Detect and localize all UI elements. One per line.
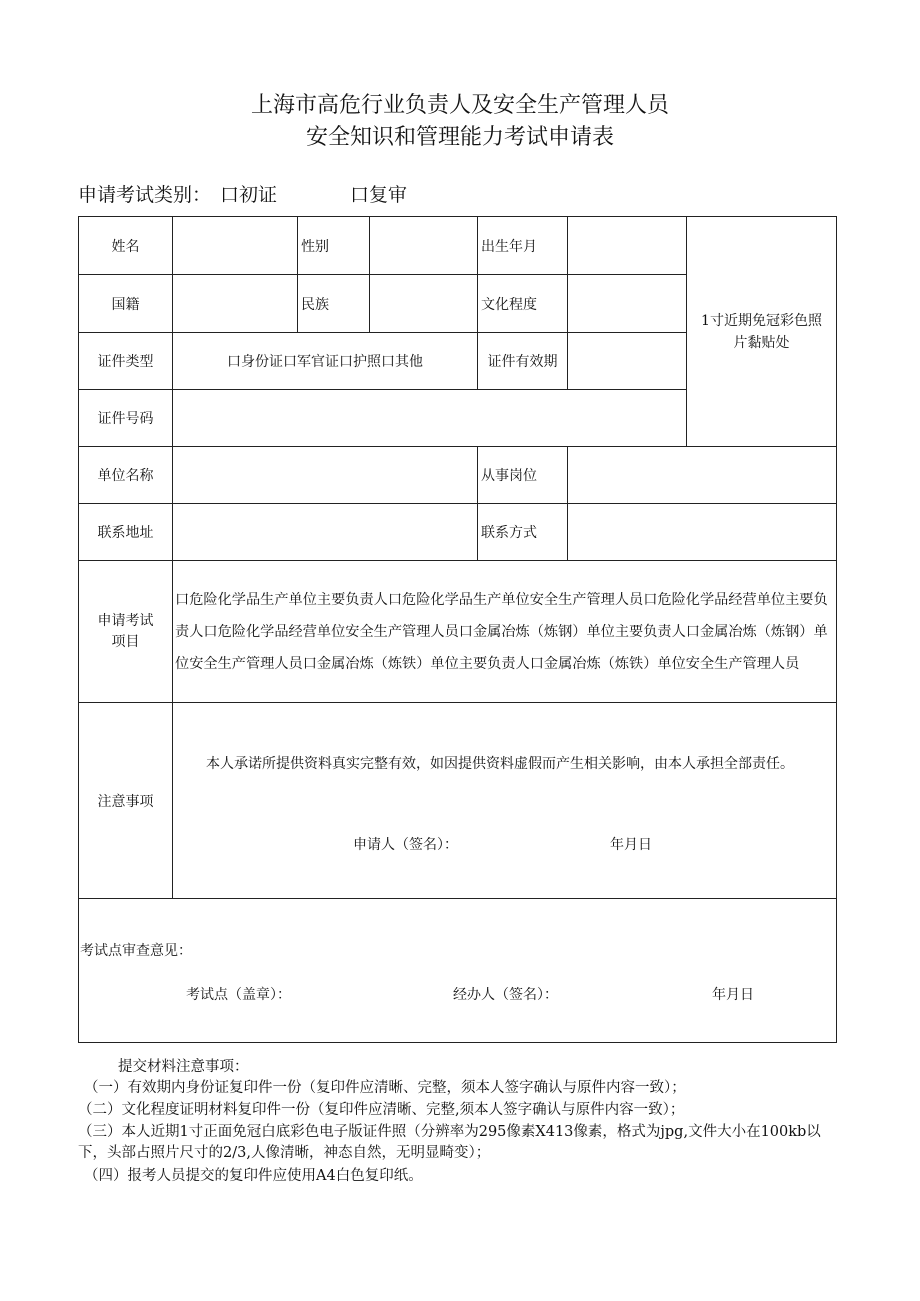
ethnicity-field[interactable] — [369, 274, 478, 333]
id-validity-field[interactable] — [567, 332, 687, 390]
contact-field[interactable] — [567, 503, 837, 561]
review-cell — [78, 898, 837, 1043]
exam-type-initial-checkbox[interactable]: 口初证 — [220, 184, 278, 206]
review-label: 考试点审查意见： — [80, 943, 192, 959]
birth-label: 出生年月 — [477, 216, 568, 275]
submission-heading: 提交材料注意事项： — [118, 1059, 249, 1075]
birth-field[interactable] — [567, 216, 687, 275]
applicant-date: 年月日 — [610, 837, 652, 853]
photo-area[interactable]: 1寸近期免冠彩色照片黏贴处 — [686, 216, 837, 447]
title-line-2: 安全知识和管理能力考试申请表 — [305, 125, 614, 150]
position-field[interactable] — [567, 446, 837, 504]
address-field[interactable] — [172, 503, 478, 561]
exam-type-label: 申请考试类别： — [78, 184, 212, 206]
id-number-field[interactable] — [172, 389, 687, 447]
name-label: 姓名 — [78, 216, 173, 275]
submission-item: （二）文化程度证明材料复印件一份（复印件应清晰、完整,须本人签字确认与原件内容一致）； — [78, 1102, 685, 1118]
gender-label: 性别 — [297, 216, 370, 275]
review-date: 年月日 — [712, 987, 754, 1003]
submission-item: （四）报考人员提交的复印件应使用A4白色复印纸。 — [84, 1168, 423, 1184]
employer-field[interactable] — [172, 446, 478, 504]
education-field[interactable] — [567, 274, 687, 333]
submission-item: （一）有效期内身份证复印件一份（复印件应清晰、完整，须本人签字确认与原件内容一致）； — [84, 1080, 686, 1096]
applicant-signature-label: 申请人（签名）： — [353, 837, 458, 853]
seal-label: 考试点（盖章）： — [186, 987, 291, 1003]
employer-label: 单位名称 — [78, 446, 173, 504]
ethnicity-label: 民族 — [297, 274, 370, 333]
id-validity-label: 证件有效期 — [477, 332, 568, 390]
exam-items-options[interactable]: 口危险化学品生产单位主要负责人口危险化学品生产单位安全生产管理人员口危险化学品经营单位主要负责人口危险化学品经营单位安全生产管理人员口金属冶炼（炼钢）单位主要负责人口金属冶炼（炼钢）单位安全生产管理人员口金属冶炼（炼铁）单位主要负责人口金属冶炼（炼铁）单位安全生产管理人员 — [172, 560, 837, 703]
contact-label: 联系方式 — [477, 503, 568, 561]
nationality-label: 国籍 — [78, 274, 173, 333]
address-label: 联系地址 — [78, 503, 173, 561]
id-type-label: 证件类型 — [78, 332, 173, 390]
education-label: 文化程度 — [477, 274, 568, 333]
exam-items-label: 申请考试项目 — [78, 560, 173, 703]
id-type-options[interactable]: 口身份证口军官证口护照口其他 — [172, 332, 478, 390]
nationality-field[interactable] — [172, 274, 298, 333]
gender-field[interactable] — [369, 216, 478, 275]
id-number-label: 证件号码 — [78, 389, 173, 447]
exam-type-renewal-checkbox[interactable]: 口复审 — [350, 184, 408, 206]
notice-text: 本人承诺所提供资料真实完整有效，如因提供资料虚假而产生相关影响，由本人承担全部责任。 — [206, 756, 794, 772]
handler-signature-label: 经办人（签名）： — [453, 987, 558, 1003]
name-field[interactable] — [172, 216, 298, 275]
position-label: 从事岗位 — [477, 446, 568, 504]
submission-item: （三）本人近期1寸正面免冠白底彩色电子版证件照（分辨率为295像素X413像素，格式为jpg,文件大小在100kb以下，头部占照片尺寸的2/3,人像清晰，神态自然，无明显畸变）； — [78, 1124, 821, 1161]
notice-label: 注意事项 — [78, 702, 173, 899]
notice-cell — [172, 702, 837, 899]
title-line-1: 上海市高危行业负责人及安全生产管理人员 — [250, 93, 669, 118]
